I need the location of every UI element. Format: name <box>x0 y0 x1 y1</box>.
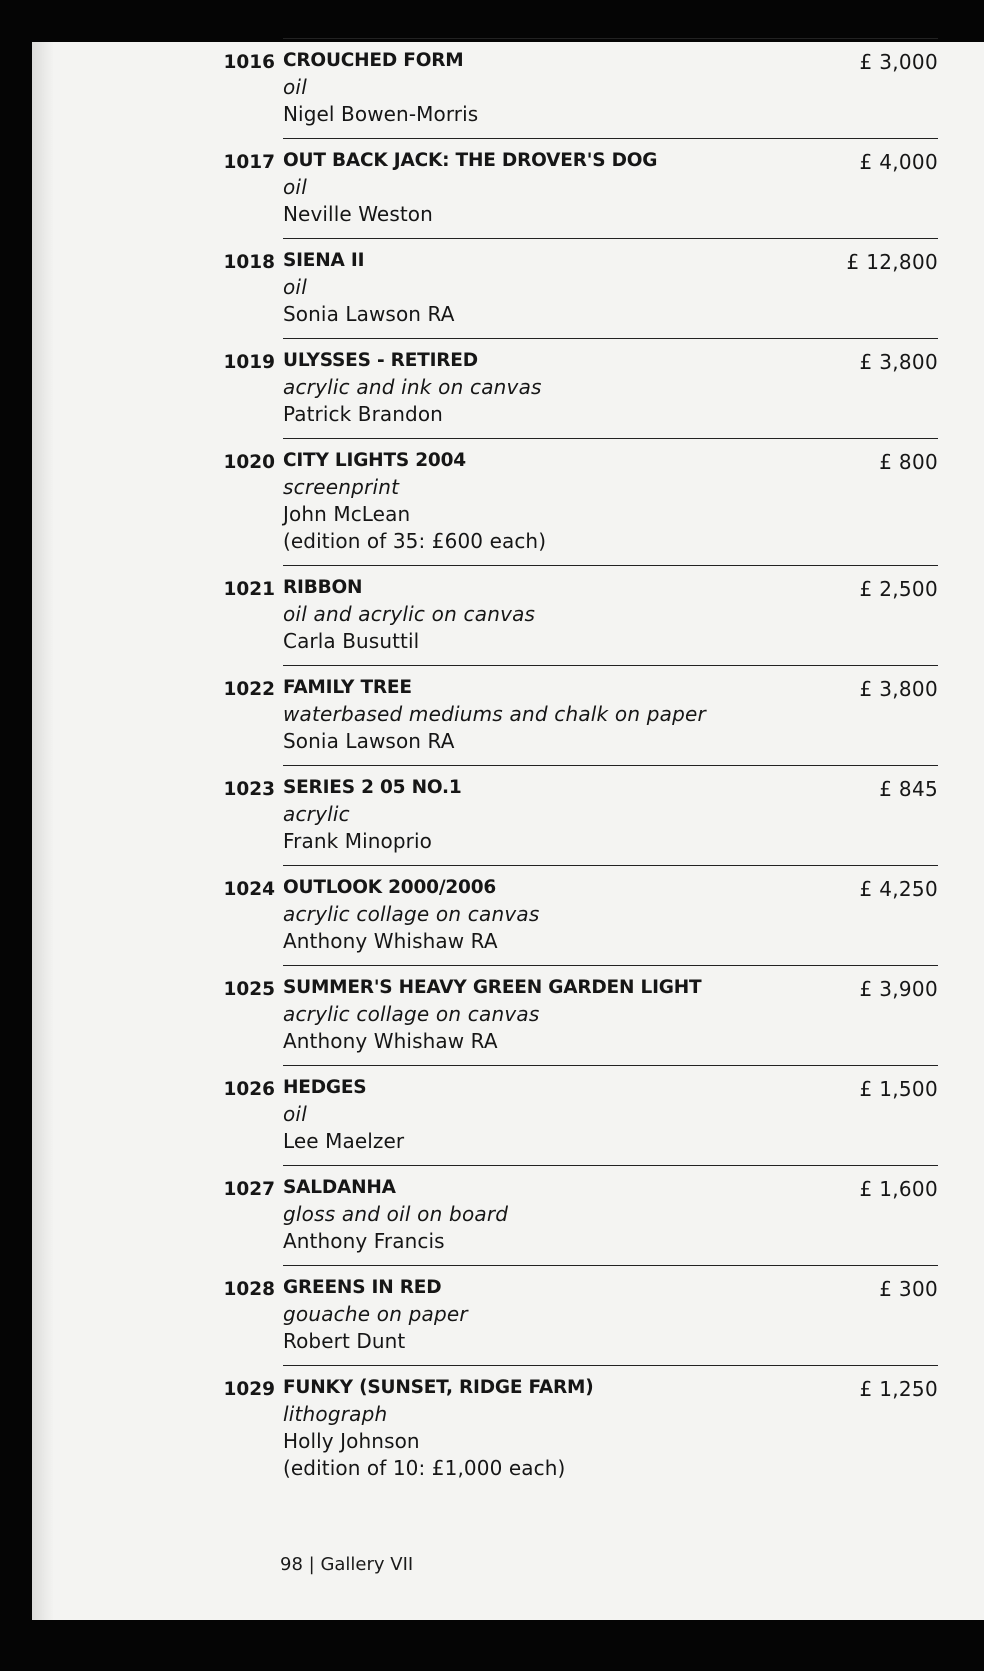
lot-entry <box>223 1365 938 1492</box>
artwork-title: HEDGES <box>283 1077 367 1098</box>
artwork-medium: acrylic and ink on canvas <box>283 375 542 399</box>
artist-name: Patrick Brandon <box>283 402 443 426</box>
artwork-medium: oil <box>283 1102 307 1126</box>
lot-entry <box>223 665 938 765</box>
lot-entry <box>223 338 938 438</box>
artwork-medium: screenprint <box>283 475 400 499</box>
footer-separator: | <box>308 1554 315 1575</box>
lot-entry <box>223 1065 938 1165</box>
lot-price: £ 1,500 <box>859 1077 938 1101</box>
artwork-medium: oil <box>283 275 307 299</box>
lot-price: £ 3,800 <box>859 677 938 701</box>
artist-name: Sonia Lawson RA <box>283 302 455 326</box>
artwork-title: ULYSSES - RETIRED <box>283 350 478 371</box>
lot-number: 1016 <box>223 52 275 73</box>
lot-entry <box>223 1165 938 1265</box>
lot-entry <box>223 238 938 338</box>
artwork-medium: acrylic collage on canvas <box>283 1002 540 1026</box>
artwork-medium: gloss and oil on board <box>283 1202 509 1226</box>
lot-price: £ 1,250 <box>859 1377 938 1401</box>
lot-entry <box>223 565 938 665</box>
lot-number: 1029 <box>223 1379 275 1400</box>
lot-number: 1024 <box>223 879 275 900</box>
artwork-title: GREENS IN RED <box>283 1277 442 1298</box>
artist-name: Anthony Francis <box>283 1229 445 1253</box>
catalogue-list <box>0 38 984 1492</box>
artist-name: Sonia Lawson RA <box>283 729 455 753</box>
page-footer <box>280 1554 413 1575</box>
lot-price: £ 12,800 <box>846 250 938 274</box>
artist-name: Anthony Whishaw RA <box>283 1029 498 1053</box>
lot-number: 1017 <box>223 152 275 173</box>
lot-price: £ 3,000 <box>859 50 938 74</box>
lot-price: £ 4,000 <box>859 150 938 174</box>
lot-price: £ 800 <box>879 450 938 474</box>
lot-price: £ 3,900 <box>859 977 938 1001</box>
artwork-medium: oil and acrylic on canvas <box>283 602 536 626</box>
artwork-title: SERIES 2 05 NO.1 <box>283 777 462 798</box>
edition-note: (edition of 10: £1,000 each) <box>283 1456 566 1480</box>
artwork-title: OUTLOOK 2000/2006 <box>283 877 497 898</box>
lot-number: 1026 <box>223 1079 275 1100</box>
artwork-medium: acrylic collage on canvas <box>283 902 540 926</box>
artwork-title: FAMILY TREE <box>283 677 412 698</box>
page-number: 98 <box>280 1554 303 1575</box>
artist-name: John McLean <box>283 502 411 526</box>
artist-name: Carla Busuttil <box>283 629 420 653</box>
lot-entry <box>223 1265 938 1365</box>
artwork-title: SUMMER'S HEAVY GREEN GARDEN LIGHT <box>283 977 702 998</box>
lot-entry <box>223 865 938 965</box>
artwork-title: CITY LIGHTS 2004 <box>283 450 466 471</box>
gallery-section: Gallery VII <box>320 1554 414 1575</box>
artwork-title: CROUCHED FORM <box>283 50 464 71</box>
artwork-medium: oil <box>283 175 307 199</box>
lot-price: £ 300 <box>879 1277 938 1301</box>
lot-price: £ 3,800 <box>859 350 938 374</box>
lot-entry <box>223 38 938 138</box>
artwork-title: FUNKY (SUNSET, RIDGE FARM) <box>283 1377 594 1398</box>
lot-number: 1028 <box>223 1279 275 1300</box>
lot-price: £ 845 <box>879 777 938 801</box>
artwork-title: SALDANHA <box>283 1177 396 1198</box>
lot-number: 1025 <box>223 979 275 1000</box>
lot-entry <box>223 965 938 1065</box>
artwork-title: OUT BACK JACK: THE DROVER'S DOG <box>283 150 658 171</box>
lot-number: 1021 <box>223 579 275 600</box>
artist-name: Frank Minoprio <box>283 829 432 853</box>
lot-entry <box>223 438 938 565</box>
lot-entry <box>223 138 938 238</box>
lot-number: 1020 <box>223 452 275 473</box>
lot-price: £ 4,250 <box>859 877 938 901</box>
artist-name: Anthony Whishaw RA <box>283 929 498 953</box>
artist-name: Nigel Bowen-Morris <box>283 102 479 126</box>
artwork-medium: lithograph <box>283 1402 388 1426</box>
artist-name: Neville Weston <box>283 202 433 226</box>
lot-entry <box>223 765 938 865</box>
artwork-medium: oil <box>283 75 307 99</box>
artwork-medium: gouache on paper <box>283 1302 468 1326</box>
artist-name: Lee Maelzer <box>283 1129 405 1153</box>
artist-name: Holly Johnson <box>283 1429 420 1453</box>
lot-number: 1018 <box>223 252 275 273</box>
artwork-title: RIBBON <box>283 577 363 598</box>
artwork-medium: waterbased mediums and chalk on paper <box>283 702 706 726</box>
lot-number: 1019 <box>223 352 275 373</box>
lot-number: 1022 <box>223 679 275 700</box>
artist-name: Robert Dunt <box>283 1329 406 1353</box>
lot-price: £ 2,500 <box>859 577 938 601</box>
artwork-title: SIENA II <box>283 250 365 271</box>
artwork-medium: acrylic <box>283 802 350 826</box>
lot-number: 1027 <box>223 1179 275 1200</box>
edition-note: (edition of 35: £600 each) <box>283 529 547 553</box>
lot-price: £ 1,600 <box>859 1177 938 1201</box>
lot-number: 1023 <box>223 779 275 800</box>
